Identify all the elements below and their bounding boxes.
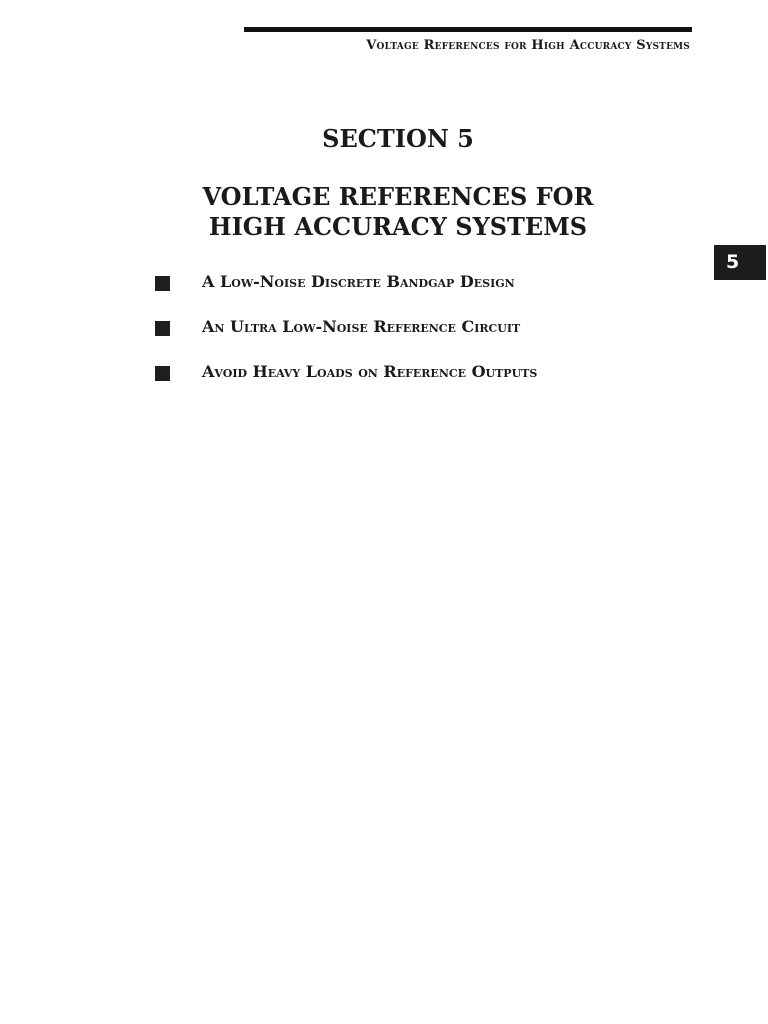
topic-text: Avoid Heavy Loads on Reference Outputs — [202, 362, 538, 381]
topic-text: A Low-Noise Discrete Bandgap Design — [202, 272, 515, 291]
square-bullet-icon — [155, 321, 170, 336]
list-item — [155, 311, 537, 356]
section-title-line-1: VOLTAGE REFERENCES FOR — [202, 182, 594, 211]
list-item — [155, 266, 537, 311]
topic-text: An Ultra Low-Noise Reference Circuit — [202, 317, 521, 336]
section-tab-badge: 5 — [714, 245, 766, 280]
square-bullet-icon — [155, 276, 170, 291]
running-header: Voltage References for High Accuracy Systems — [366, 38, 690, 53]
header-rule — [244, 27, 692, 32]
square-bullet-icon — [155, 366, 170, 381]
section-number-heading: SECTION 5 — [322, 124, 474, 153]
section-title-line-2: HIGH ACCURACY SYSTEMS — [208, 212, 588, 241]
topic-list — [155, 266, 537, 401]
section-title — [0, 182, 768, 242]
list-item — [155, 356, 537, 401]
